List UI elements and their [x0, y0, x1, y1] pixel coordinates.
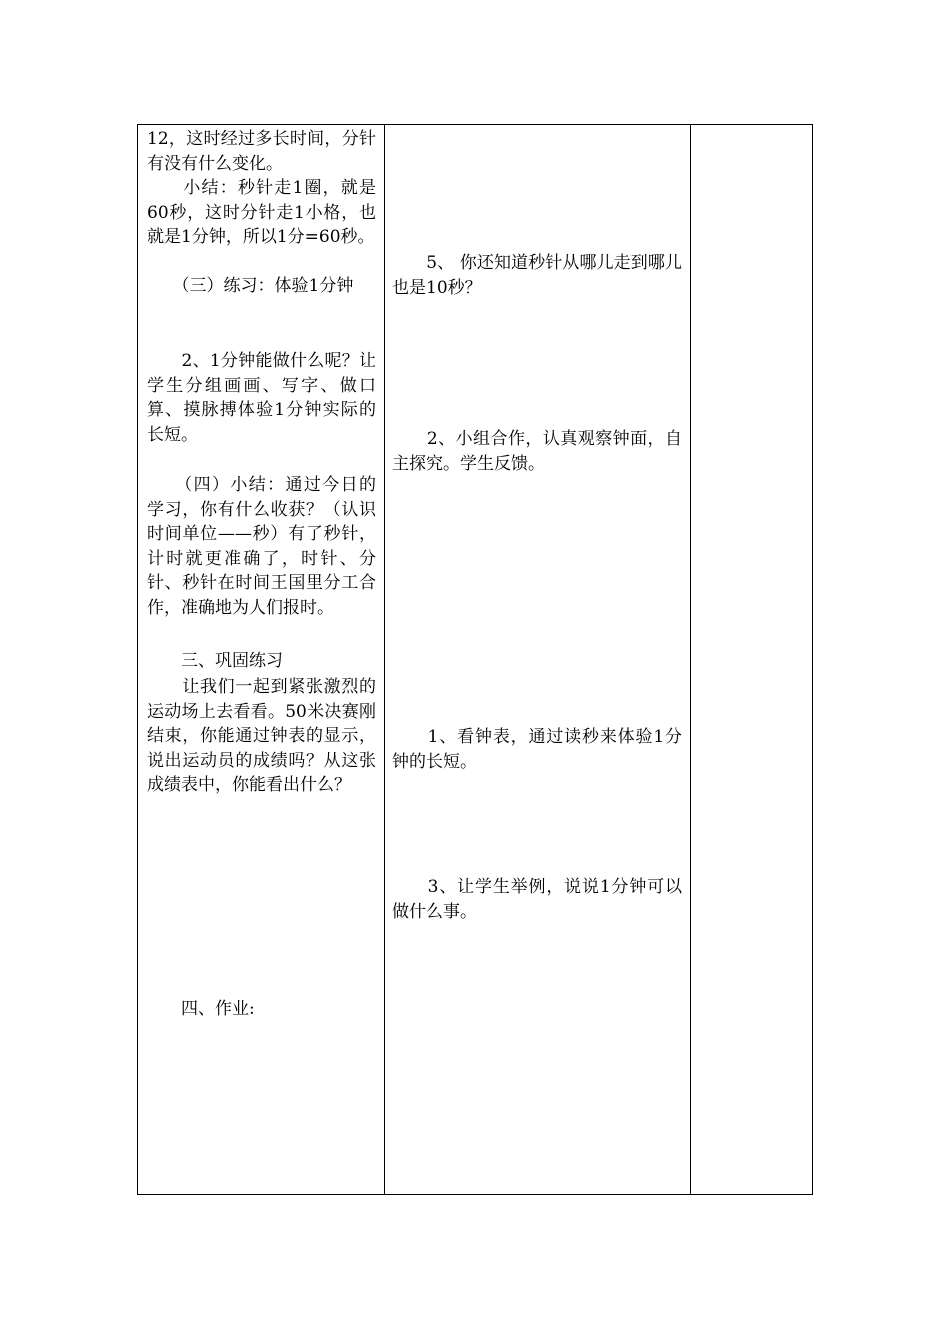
lesson-plan-table — [137, 124, 813, 1195]
paragraph-summary-60-seconds: 小结：秒针走1圈，就是60秒，这时分针走1小格，也就是1分钟，所以1分=60秒。 — [147, 178, 376, 247]
paragraph-sports-field: 让我们一起到紧张激烈的运动场上去看看。50米决赛刚结束，你能通过钟表的显示，说出运动员的成绩吗？从这张成绩表中，你能看出什么？ — [147, 677, 376, 795]
activity-ten-seconds: 5、 你还知道秒针从哪儿走到哪儿也是10秒？ — [392, 253, 682, 298]
activity-group-cooperation: 2、小组合作，认真观察钟面，自主探究。学生反馈。 — [392, 429, 682, 474]
paragraph-practice-1-minute: （三）练习：体验1分钟 — [147, 276, 354, 296]
paragraph-lesson-summary: （四）小结：通过今日的学习，你有什么收获？（认识时间单位——秒）有了秒针，计时就更准确了，时针、分针、秒针在时间王国里分工合作，准确地为人们报时。 — [147, 475, 376, 618]
heading-homework: 四、作业: — [147, 999, 255, 1019]
notes-column — [690, 125, 812, 1194]
paragraph-minute-hand-question: 12，这时经过多长时间，分针有没有什么变化。 — [147, 129, 376, 174]
heading-consolidation-practice: 三、巩固练习 — [147, 651, 283, 671]
activity-read-seconds: 1、看钟表，通过读秒来体验1分钟的长短。 — [392, 727, 682, 772]
teaching-process-column — [138, 125, 385, 1194]
activity-give-examples: 3、让学生举例，说说1分钟可以做什么事。 — [392, 877, 682, 922]
student-activity-column — [384, 125, 691, 1194]
paragraph-what-can-you-do: 2、1分钟能做什么呢？让学生分组画画、写字、做口算、摸脉搏体验1分钟实际的长短。 — [147, 351, 376, 445]
